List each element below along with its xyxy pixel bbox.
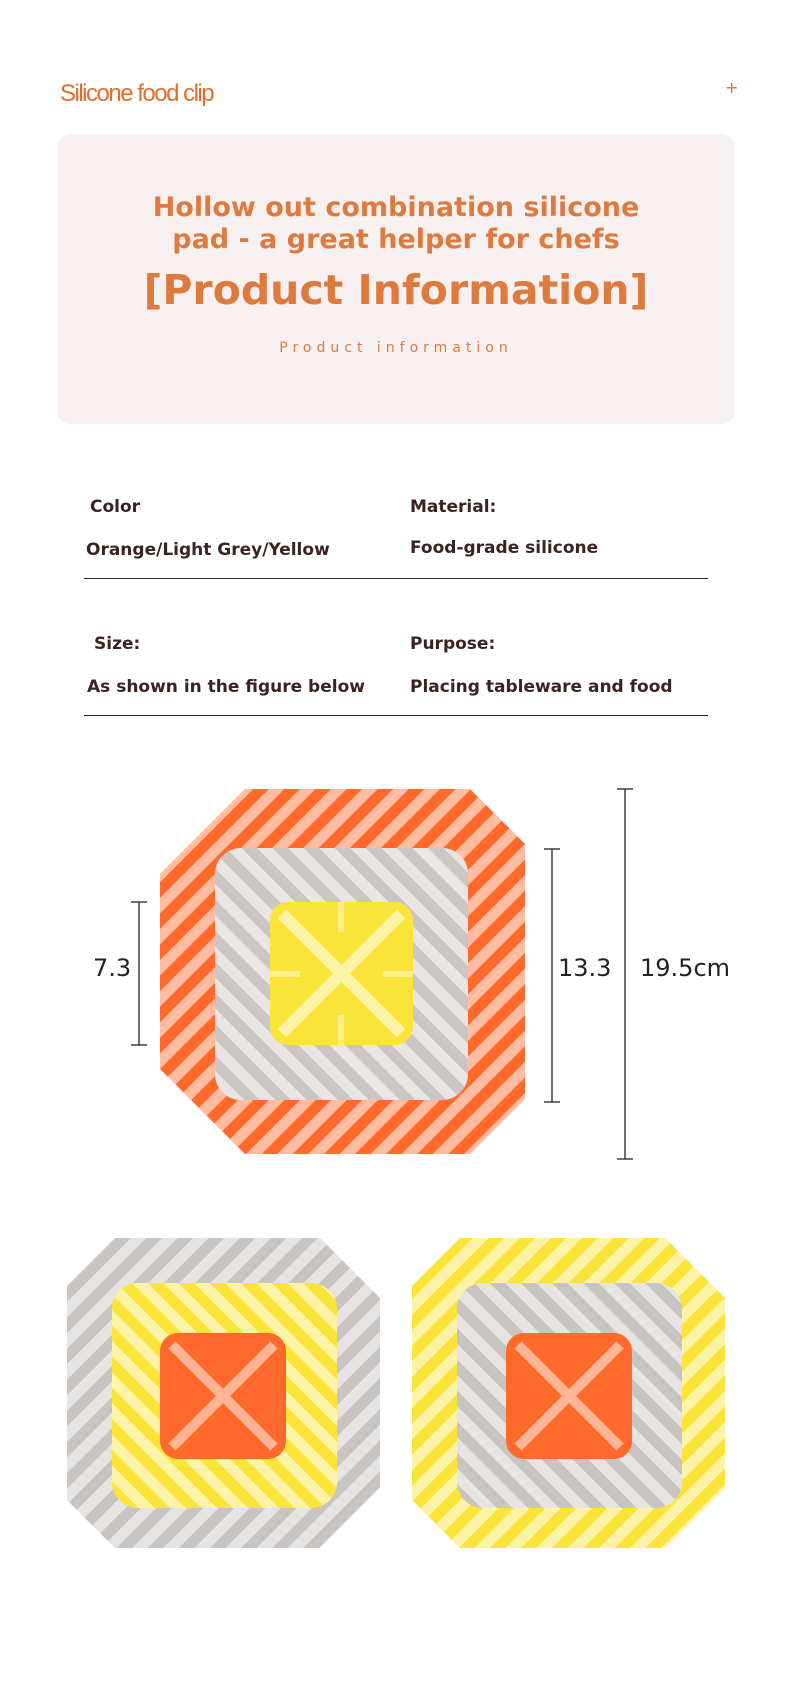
yellow-pad <box>412 1238 725 1548</box>
size-value: As shown in the figure below <box>87 677 365 697</box>
hero-heading: [Product Information] <box>143 266 649 314</box>
purpose-value: Placing tableware and food <box>410 677 673 697</box>
color-label: Color <box>90 497 141 517</box>
dimension-inner-label: 7.3 <box>93 954 132 982</box>
dimension-middle <box>544 849 611 1102</box>
material-label: Material: <box>410 497 497 517</box>
material-value: Food-grade silicone <box>410 538 599 558</box>
dimension-middle-label: 13.3 <box>558 954 612 982</box>
hero-subtitle: Product information <box>279 340 513 356</box>
size-label: Size: <box>94 634 141 654</box>
brand-title: Silicone food clip <box>60 80 214 107</box>
grey-pad <box>67 1238 380 1548</box>
main-pad-orange <box>160 789 525 1154</box>
dimension-outer <box>617 789 730 1159</box>
purpose-label: Purpose: <box>410 634 496 654</box>
dimension-outer-label: 19.5cm <box>640 954 731 982</box>
color-value: Orange/Light Grey/Yellow <box>86 540 330 560</box>
hero-title-line1: Hollow out combination silicone <box>152 192 640 223</box>
dimension-inner <box>93 902 147 1045</box>
hero-title-line2: pad - a great helper for chefs <box>172 224 620 255</box>
plus-icon[interactable]: + <box>725 78 739 97</box>
